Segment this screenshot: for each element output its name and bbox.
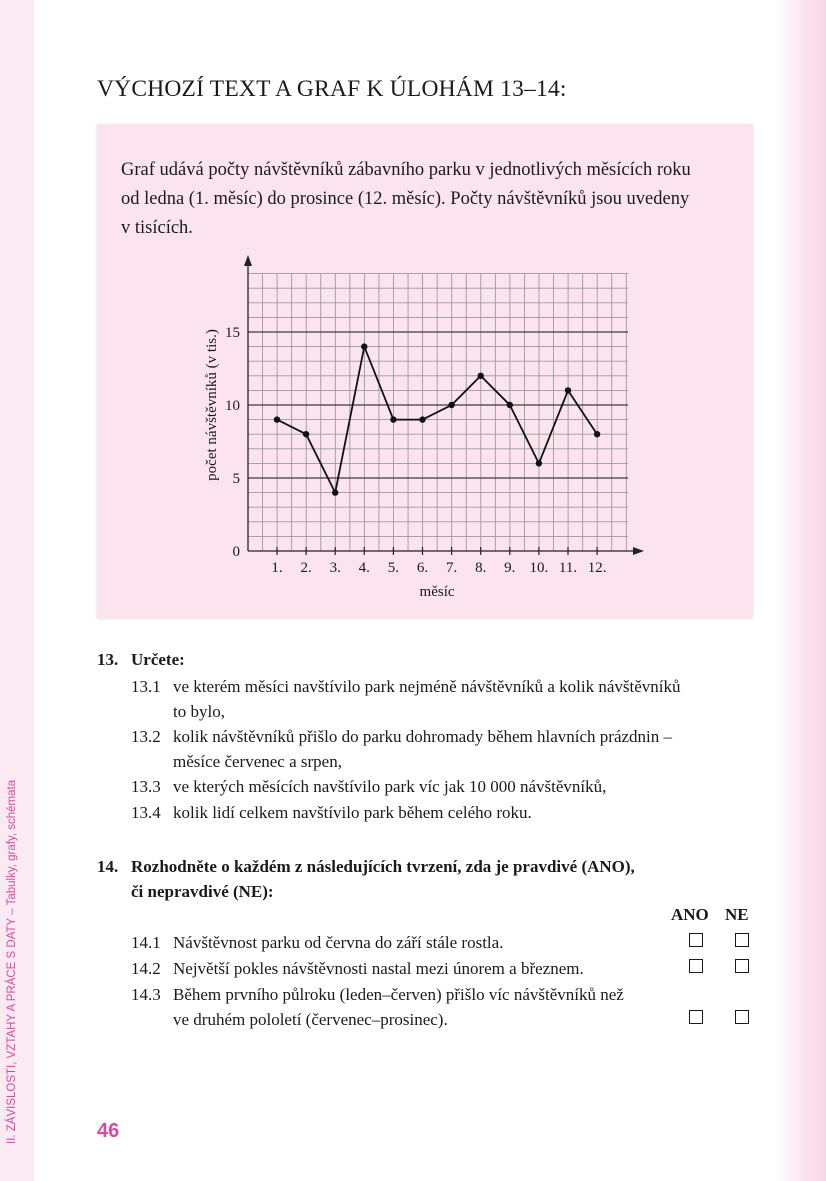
x-tick-label: 7. [445,560,458,576]
y-tick-label: 15 [225,325,240,341]
data-point [390,416,396,422]
data-point [507,402,513,408]
q14-2-no-checkbox[interactable] [735,959,749,973]
data-point [448,402,454,408]
x-tick-label: 1. [271,560,283,576]
column-header-yes: ANO [671,905,709,924]
q14-2-yes-checkbox[interactable] [689,959,703,973]
q13-number: 13. [97,650,119,669]
q14-item-2-text: Největší pokles návštěvnosti nastal mezi únorem a březnem. [173,959,584,978]
column-header-no: NE [725,905,749,924]
q13-item-1-text-cont: to bylo, [173,702,225,721]
q14-number: 14. [97,857,119,876]
x-tick-label: 3. [329,560,341,576]
x-axis-title: měsíc [419,584,455,600]
q13-item-4-number: 13.4 [131,803,161,822]
q13-item-3-number: 13.3 [131,777,161,796]
data-point [361,343,367,349]
page-edge-gradient [776,0,826,1181]
q14-3-yes-checkbox[interactable] [689,1010,703,1024]
x-tick-label: 11. [558,560,578,576]
q14-3-no-checkbox[interactable] [735,1010,749,1024]
q14-item-1-text: Návštěvnost parku od června do září stále rostla. [173,933,504,952]
data-point [419,416,425,422]
q14-1-no-checkbox[interactable] [735,933,749,947]
data-point [303,431,309,437]
x-tick-label: 9. [504,560,516,576]
q13-item-4-text: kolik lidí celkem navštívilo park během celého roku. [173,803,532,822]
x-tick-label: 4. [358,560,370,576]
q13-item-2-number: 13.2 [131,727,161,746]
data-point [565,387,571,393]
intro-line-1: Graf udává počty návštěvníků zábavního parku v jednotlivých měsících roku [121,160,691,180]
intro-line-2: od ledna (1. měsíc) do prosince (12. měsíc). Počty návštěvníků jsou uvedeny [121,189,690,209]
intro-line-3: v tisících. [121,218,193,238]
x-tick-label: 8. [475,560,487,576]
y-axis-title: počet návštěvníků (v tis.) [204,329,220,481]
x-tick-label: 6. [416,560,429,576]
q14-1-yes-checkbox[interactable] [689,933,703,947]
x-tick-label: 10. [529,560,549,576]
y-tick-label: 0 [232,544,240,560]
intro-text [121,156,741,243]
q14-item-1-number: 14.1 [131,933,161,952]
x-tick-label: 2. [300,560,312,576]
y-tick-label: 10 [225,398,240,414]
section-heading: VÝCHOZÍ TEXT A GRAF K ÚLOHÁM 13–14: [97,76,567,102]
q13-item-2-text-cont: měsíce červenec a srpen, [173,752,342,771]
q14-title-line-1: Rozhodněte o každém z následujících tvrzení, zda je pravdivé (ANO), [131,857,635,876]
q14-item-3-number: 14.3 [131,985,161,1004]
visitors-line-chart [190,245,660,605]
data-point [594,431,600,437]
q13-item-1-text: ve kterém měsíci navštívilo park nejméně návštěvníků a kolik návštěvníků [173,677,681,696]
q14-item-3-text-cont: ve druhém pololetí (červenec–prosinec). [173,1010,448,1029]
x-axis-arrow [633,547,644,555]
q13-item-1-number: 13.1 [131,677,161,696]
data-point [536,460,542,466]
q14-title-line-2: či nepravdivé (NE): [131,882,274,901]
q13-title: Určete: [131,650,185,669]
x-tick-label: 5. [387,560,400,576]
page-number: 46 [97,1120,120,1142]
q14-item-3-text: Během prvního půlroku (leden–červen) přišlo víc návštěvníků než [173,985,624,1004]
y-axis-arrow [244,255,252,266]
data-point [478,373,484,379]
data-point [332,489,338,495]
q13-item-3-text: ve kterých měsících navštívilo park víc jak 10 000 návštěvníků, [173,777,607,796]
q14-item-2-number: 14.2 [131,959,161,978]
data-point [274,416,280,422]
chapter-side-caption: II. ZÁVISLOSTI, VZTAHY A PRÁCE S DATY – Tabulky, grafy, schémata [6,779,18,1144]
y-tick-label: 5 [232,471,240,487]
q13-item-2-text: kolik návštěvníků přišlo do parku dohromady během hlavních prázdnin – [173,727,673,746]
x-tick-label: 12. [587,560,607,576]
